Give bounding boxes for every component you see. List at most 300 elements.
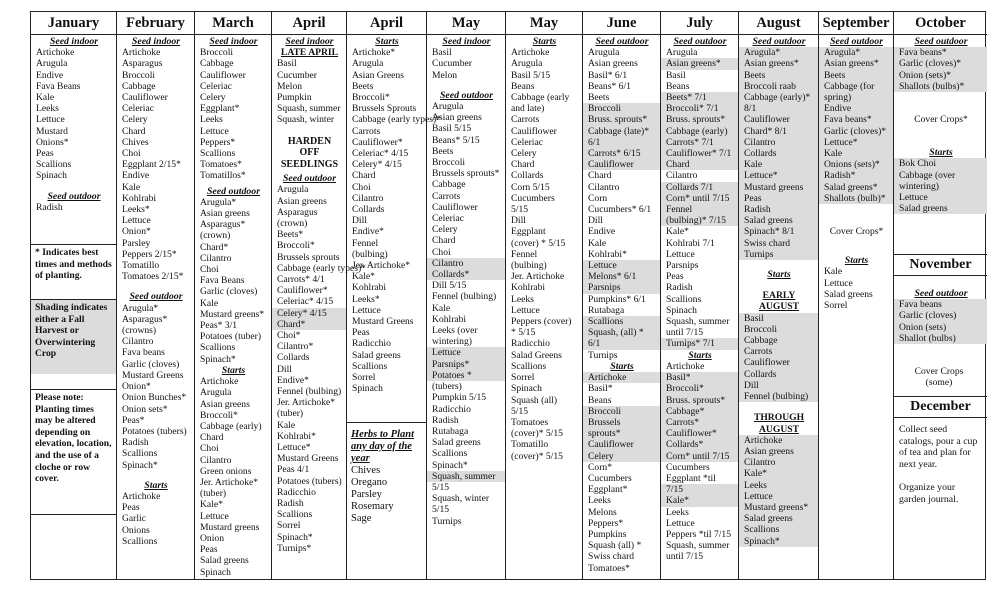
list-item: Cilantro: [200, 454, 232, 466]
section-starts: Starts: [610, 360, 634, 372]
list-item: Endive: [122, 170, 150, 182]
list-item: Salad greens*: [819, 182, 893, 193]
section-seed-outdoor: Seed outdoor: [595, 36, 649, 47]
column-may-2: [506, 12, 583, 579]
list-item: Choi: [200, 264, 219, 276]
list-item: Lettuce: [200, 510, 229, 522]
list-item: Celery: [432, 224, 458, 236]
list-item: Squash (all): [511, 394, 558, 406]
list-item: Basil*: [661, 372, 738, 383]
list-item: Asian greens*: [819, 58, 893, 69]
list-item: Rutabaga: [432, 425, 469, 437]
list-item: Cauliflower* 7/1: [661, 148, 738, 159]
list-item: Collards: [739, 148, 818, 159]
list-item: Collards: [352, 204, 385, 216]
list-item: spring): [819, 92, 893, 103]
list-item: Arugula: [200, 387, 232, 399]
list-item: Cilantro: [352, 192, 384, 204]
list-item: Mustard greens: [739, 182, 818, 193]
list-item: Carrots* 4/1: [277, 273, 325, 285]
list-item: 6/1: [583, 137, 660, 148]
herbs-box: [347, 422, 426, 531]
list-item: 5/15: [432, 481, 450, 493]
list-item: Eggplant: [511, 226, 546, 238]
list-item: Chives: [122, 136, 149, 148]
list-item: Cabbage: [739, 335, 818, 346]
section-starts: Starts: [144, 479, 168, 491]
list-item: Cabbage (early): [200, 420, 262, 432]
list-item: Cauliflower*: [352, 136, 403, 148]
list-item: Artichoke: [200, 376, 239, 388]
list-item: Beans: [588, 394, 612, 406]
list-item: wintering): [432, 336, 472, 348]
list-item: Basil 5/15: [432, 123, 472, 135]
list-item: Dill: [352, 215, 367, 227]
note-please-note: Please note: Planting times may be altered depending on elevation, location, and the use of a cloche or row cover.: [31, 389, 116, 515]
list-item: Kale: [824, 266, 843, 278]
list-item: Peppers*: [588, 517, 624, 529]
list-item: Fennel (bulbing): [277, 385, 342, 397]
list-item: Arugula*: [200, 196, 237, 208]
list-item: Beans: [666, 80, 690, 92]
section-starts: Starts: [929, 147, 953, 159]
month-header-june: June: [583, 12, 660, 35]
list-item: Leeks (over: [432, 325, 478, 337]
list-item: Potatoes (tubers): [122, 425, 187, 437]
section-seed-outdoor: Seed outdoor: [829, 36, 884, 47]
list-item: Swiss chard: [588, 551, 635, 563]
list-item: Scallions: [432, 448, 468, 460]
list-item: Cabbage (early): [661, 126, 738, 137]
list-item: Cauliflower: [511, 125, 557, 137]
section-seed-outdoor: Seed outdoor: [752, 36, 806, 47]
list-item: Peppers*: [200, 136, 236, 148]
list-item: Cabbage (late)*: [583, 126, 660, 137]
list-item: Sorrel: [511, 372, 535, 384]
list-item: Lettuce: [666, 517, 695, 529]
list-item: Salad Greens: [511, 349, 562, 361]
november-block: [894, 254, 987, 388]
list-item: Broccoli* 7/1: [661, 103, 738, 114]
list-item: Mustard Greens: [352, 316, 414, 328]
list-item: Carrots: [511, 114, 540, 126]
section-starts: Starts: [532, 36, 557, 47]
list-item: Bruss. sprouts*: [661, 114, 738, 125]
list-item: Melons* 6/1: [583, 271, 660, 282]
list-item: Fennel (bulbing): [432, 291, 497, 303]
list-item: Artichoke: [739, 435, 818, 446]
list-item: Celery: [200, 92, 226, 104]
list-item: Cabbage (early: [511, 92, 570, 104]
list-item: Cauliflower*: [661, 428, 738, 439]
list-item: Garlic: [122, 513, 146, 525]
list-item: Cauliflower: [739, 114, 818, 125]
list-item: Turnips: [432, 515, 462, 527]
list-item: Fava beans*: [894, 47, 987, 58]
list-item: Pumpkins* 6/1: [588, 293, 646, 305]
herbs-title: Herbs to Plant any day of the year: [351, 429, 415, 464]
month-header-august: August: [739, 12, 818, 35]
list-item: Asian greens*: [661, 58, 738, 69]
list-item: Cucumber: [277, 69, 317, 81]
list-item: Basil: [277, 58, 297, 70]
list-item: Scallions: [200, 148, 236, 160]
list-item: Broccoli: [122, 69, 156, 81]
list-item: Asian greens: [200, 398, 250, 410]
list-item: Cauliflower: [583, 159, 660, 170]
list-item: Peas 4/1: [277, 464, 310, 476]
list-item: Cucumbers* 6/1: [588, 204, 652, 216]
list-item: Collards: [511, 170, 544, 182]
list-item: Leeks: [36, 103, 59, 115]
list-item: Scallions: [666, 293, 702, 305]
list-item: Chard*: [200, 241, 229, 253]
list-item: Kohlrabi 7/1: [666, 237, 715, 249]
list-item: Basil*: [588, 383, 613, 395]
list-item: Parsnips: [583, 282, 660, 293]
list-item: Artichoke: [666, 360, 705, 372]
list-item: (bulbing): [352, 248, 388, 260]
list-item: Choi*: [277, 329, 301, 341]
list-item: Garlic (cloves): [122, 358, 180, 370]
cover-crops-october: Cover Crops*: [914, 114, 968, 126]
list-item: (bulbing): [511, 260, 547, 272]
list-item: Cauliflower: [122, 92, 168, 104]
section-seed-indoor: Seed indoor: [49, 36, 99, 47]
december-text: Collect seed catalogs, pour a cup of tea and plan for next year.: [899, 424, 978, 470]
list-item: (crown): [200, 230, 231, 242]
list-item: Peas: [200, 544, 218, 556]
list-item: Celery* 4/15: [272, 308, 346, 319]
list-item: Broccoli: [739, 324, 818, 335]
list-item: Mustard: [36, 125, 68, 137]
list-item: Radish*: [819, 170, 893, 181]
list-item: Scallions: [583, 316, 660, 327]
list-item: Chard: [661, 159, 738, 170]
column-february: [117, 12, 195, 579]
list-item: Jer. Artichoke*: [352, 260, 411, 272]
list-item: Arugula*: [739, 47, 818, 58]
list-item: Kale: [200, 297, 219, 309]
section-seed-outdoor: Seed outdoor: [129, 291, 183, 303]
list-item: Celeriac: [122, 103, 154, 115]
list-item: Peas: [352, 327, 370, 339]
list-item: Fava beans: [122, 347, 165, 359]
list-item: Basil* 6/1: [588, 69, 628, 81]
list-item: Beets: [352, 80, 374, 92]
list-item: Artichoke: [122, 47, 161, 59]
month-header-april: April: [272, 12, 346, 35]
list-item: Garlic (cloves)*: [819, 126, 893, 137]
list-item: Cauliflower: [200, 69, 246, 81]
list-item: Scallions: [511, 360, 547, 372]
list-item: Cauliflower: [583, 439, 660, 450]
list-item: Broccoli: [432, 157, 466, 169]
list-item: Lettuce*: [819, 137, 893, 148]
list-item: Radicchio: [352, 338, 391, 350]
list-item: Chard*: [272, 319, 346, 330]
list-item: Radish: [277, 498, 304, 510]
list-item: Onion sets*: [122, 403, 168, 415]
list-item: Kale: [739, 159, 818, 170]
list-item: Cilantro: [200, 252, 232, 264]
list-item: Swiss chard: [739, 238, 818, 249]
list-item: Sage: [351, 513, 372, 524]
list-item: Celery: [511, 148, 537, 160]
list-item: Chard: [511, 159, 535, 171]
list-item: Jer. Artichoke*: [200, 476, 259, 488]
list-item: Choi: [200, 443, 219, 455]
list-item: 6/1: [583, 338, 660, 349]
list-item: Peppers 2/15*: [122, 248, 177, 260]
list-item: Salad greens: [894, 203, 987, 214]
list-item: Endive*: [277, 374, 309, 386]
list-item: Radicchio: [511, 338, 550, 350]
list-item: Cabbage: [200, 58, 234, 70]
list-item: Basil: [432, 47, 452, 59]
section-seed-outdoor: Seed outdoor: [914, 36, 968, 47]
list-item: Cabbage (early types)*: [277, 262, 366, 274]
list-item: Kohlrabi: [432, 313, 467, 325]
list-item: Beets* 7/1: [661, 92, 738, 103]
list-item: Cabbage: [122, 80, 156, 92]
list-item: Salad greens: [352, 349, 401, 361]
list-item: Parsley: [122, 237, 151, 249]
list-item: Squash, summer: [666, 540, 730, 552]
list-item: Tomatoes: [511, 416, 549, 428]
list-item: Radicchio: [432, 403, 471, 415]
list-item: until 7/15: [666, 327, 704, 339]
list-item: Cauliflower: [432, 201, 478, 213]
list-item: Kale*: [739, 468, 818, 479]
list-item: Leeks*: [352, 293, 380, 305]
list-item: Lettuce: [666, 248, 695, 260]
list-item: Cilantro: [739, 137, 818, 148]
list-item: Scallions: [352, 360, 388, 372]
list-item: Tomatoes 2/15*: [122, 271, 184, 283]
list-item: Carrots: [739, 346, 818, 357]
column-march: [195, 12, 272, 579]
list-item: * 5/15: [511, 327, 536, 339]
list-item: Lettuce: [511, 304, 540, 316]
early-august-label: EARLY AUGUST: [759, 290, 799, 313]
harden-off-label: HARDEN OFF SEEDLINGS: [280, 135, 339, 170]
list-item: Mustard greens*: [200, 308, 265, 320]
list-item: Broccoli: [583, 103, 660, 114]
list-item: Chard: [588, 170, 612, 182]
list-item: Celery* 4/15: [352, 159, 402, 171]
list-item: Parsnips: [666, 260, 699, 272]
list-item: wintering): [894, 181, 987, 192]
list-item: Onion (sets): [894, 322, 987, 333]
list-item: Lettuce: [583, 260, 660, 271]
column-september: [819, 12, 894, 579]
month-header-november: November: [894, 254, 987, 276]
list-item: Dill 5/15: [432, 280, 467, 292]
list-item: Spinach*: [200, 353, 236, 365]
section-seed-outdoor: Seed outdoor: [282, 173, 337, 185]
list-item: Spinach: [511, 383, 542, 395]
list-item: Arugula: [666, 47, 698, 59]
list-item: Cucumbers: [588, 472, 632, 484]
cover-crops-november: Cover Crops (some): [914, 366, 964, 389]
column-january: [31, 12, 117, 579]
list-item: Melons: [588, 506, 617, 518]
list-item: Brussels sprouts*: [432, 168, 500, 180]
month-header-september: September: [819, 12, 893, 35]
section-seed-indoor: Seed indoor: [131, 36, 181, 47]
list-item: Squash, summer: [666, 316, 730, 328]
list-item: Collards*: [427, 269, 505, 280]
list-item: Kohlrabi: [511, 282, 546, 294]
list-item: Asian greens: [739, 446, 818, 457]
list-item: Kale*: [200, 499, 223, 511]
list-item: Onion Bunches*: [122, 392, 187, 404]
list-item: Kale*: [352, 271, 375, 283]
list-item: Radish: [739, 204, 818, 215]
list-item: Garlic (cloves)*: [894, 58, 987, 69]
list-item: Asian greens: [200, 208, 250, 220]
list-item: Choi: [122, 148, 141, 160]
list-item: Celeriac* 4/15: [277, 296, 334, 308]
list-item: Green onions: [200, 465, 252, 477]
list-item: Spinach: [36, 170, 67, 182]
list-item: Bruss. sprouts*: [583, 114, 660, 125]
list-item: Scallions: [200, 342, 236, 354]
list-item: Spinach*: [122, 459, 158, 471]
list-item: Corn*: [588, 461, 612, 473]
list-item: Beans: [511, 80, 535, 92]
list-item: Sorrel: [277, 520, 301, 532]
list-item: Salad greens: [432, 437, 481, 449]
list-item: Leeks: [200, 114, 223, 126]
section-starts: Starts: [844, 255, 869, 267]
list-item: Peas: [739, 193, 818, 204]
list-item: Chard: [352, 170, 376, 182]
list-item: Fava beans*: [819, 114, 893, 125]
list-item: 5/15: [511, 204, 529, 216]
planting-calendar: [30, 11, 986, 580]
list-item: Kohlrabi: [122, 192, 157, 204]
list-item: Leeks: [666, 506, 689, 518]
list-item: Arugula: [277, 184, 309, 196]
list-item: Radicchio: [277, 486, 316, 498]
section-seed-indoor: Seed indoor: [285, 36, 334, 47]
list-item: Spinach* 8/1: [739, 226, 818, 237]
list-item: Turnips: [739, 249, 818, 260]
list-item: Spinach*: [432, 459, 468, 471]
list-item: Kale: [36, 92, 55, 104]
list-item: Celery: [122, 114, 148, 126]
month-header-may: May: [427, 12, 505, 35]
list-item: Peas* 3/1: [200, 320, 238, 332]
list-item: Peas: [36, 148, 54, 160]
list-item: Endive: [36, 69, 64, 81]
list-item: Lettuce: [894, 192, 987, 203]
list-item: Shallots (bulb)*: [819, 193, 893, 204]
list-item: Endive: [819, 103, 893, 114]
list-item: Spinach*: [739, 536, 818, 547]
list-item: Arugula*: [122, 302, 159, 314]
list-item: Brussels Sprouts: [352, 103, 417, 115]
list-item: Eggplant 2/15*: [122, 159, 181, 171]
list-item: Spinach: [352, 383, 383, 395]
list-item: Onion*: [122, 226, 151, 238]
list-item: Asparagus*: [122, 313, 168, 325]
section-seed-outdoor: Seed outdoor: [206, 185, 261, 197]
list-item: Kale: [588, 237, 607, 249]
list-item: Salad greens: [739, 215, 818, 226]
list-item: Scallions: [122, 535, 158, 547]
list-item: Sorrel: [824, 300, 848, 312]
list-item: Kale*: [666, 226, 689, 238]
list-item: sprouts*: [583, 428, 660, 439]
list-item: Spinach*: [277, 531, 313, 543]
list-item: Chard: [200, 432, 224, 444]
list-item: Shallots (bulbs)*: [894, 81, 987, 92]
list-item: Bok Choi: [894, 158, 987, 169]
list-item: Cilantro: [427, 258, 505, 269]
list-item: Tomatillo: [122, 260, 160, 272]
list-item: Peppers (cover): [511, 316, 572, 328]
list-item: Artichoke: [122, 490, 161, 502]
list-item: Jer. Artichoke: [511, 271, 565, 283]
month-header-april-2: April: [347, 12, 426, 35]
list-item: Brussels sprouts: [277, 251, 340, 263]
month-header-march: March: [195, 12, 271, 35]
list-item: Cabbage (early types)*: [352, 114, 441, 126]
month-header-december: December: [894, 396, 987, 418]
list-item: Squash, summer: [427, 471, 505, 482]
list-item: Endive: [588, 226, 616, 238]
list-item: Cilantro: [739, 457, 818, 468]
list-item: (tubers): [432, 381, 462, 393]
list-item: Squash, (all) *: [583, 327, 660, 338]
list-item: Broccoli*: [277, 240, 315, 252]
list-item: Kale: [277, 419, 296, 431]
section-seed-indoor: Seed indoor: [209, 36, 258, 47]
list-item: Mustard Greens: [122, 369, 184, 381]
list-item: (bulbing)* 7/15: [661, 215, 738, 226]
list-item: Chard: [122, 125, 146, 137]
list-item: Asian Greens: [352, 69, 404, 81]
list-item: Peas: [666, 271, 684, 283]
section-seed-outdoor: Seed outdoor: [47, 190, 101, 202]
column-august: [739, 12, 819, 579]
list-item: Leeks: [588, 495, 611, 507]
list-item: Cabbage (for: [819, 81, 893, 92]
list-item: Broccoli raab: [739, 81, 818, 92]
column-october: [894, 12, 987, 579]
list-item: Asian greens: [277, 195, 327, 207]
list-item: Potatoes (tuber): [200, 331, 262, 343]
list-item: 5/15: [511, 405, 529, 417]
list-item: Corn* until 7/15: [661, 193, 738, 204]
list-item: Turnips*: [277, 542, 312, 554]
section-seed-outdoor: Seed outdoor: [439, 89, 494, 101]
list-item: Salad greens: [824, 288, 873, 300]
list-item: Peas: [122, 502, 140, 514]
list-item: Broccoli*: [200, 409, 238, 421]
column-june: [583, 12, 661, 579]
list-item: Celeriac* 4/15: [352, 148, 409, 160]
month-header-february: February: [117, 12, 194, 35]
list-item: Corn 5/15: [511, 181, 550, 193]
list-item: Choi: [352, 181, 371, 193]
list-item: Arugula: [36, 58, 68, 70]
section-starts: Starts: [221, 364, 246, 376]
list-item: 7/15: [661, 484, 738, 495]
